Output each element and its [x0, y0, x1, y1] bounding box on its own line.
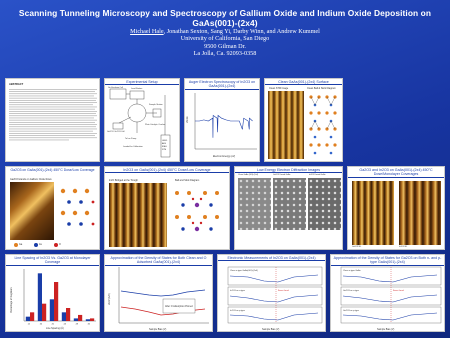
leed-ga2o3-image: [273, 178, 306, 230]
ga2o3-ml-stm-image: [352, 181, 394, 245]
clean-stm-image: [268, 91, 304, 159]
dos-clean-title: Approximation of the Density of States for Both Clean and O Adsorbed GaAs(001)-(2x4): [105, 255, 212, 266]
line-spacing-chart: [6, 265, 100, 332]
setup-label-load-station: Load Station: [131, 88, 143, 90]
leed-in2o3-label: In2O3 Dosed GaAs: [309, 174, 326, 176]
electronic-chart: [218, 265, 326, 332]
dos-clean-curve: [121, 290, 205, 296]
ga2o3-low-stm-image: [10, 182, 54, 240]
electronic-panel: [217, 254, 326, 332]
dos-ga2o3-panel: [330, 254, 445, 332]
line-spacing-panel: [5, 254, 100, 332]
leed-in2o3-image: [308, 178, 341, 230]
city: La Jolla, Ca. 92093-0358: [193, 50, 257, 58]
ga2o3-low-title: Ga2O3 on GaAs(001)-(2x4) 450°C Dose/Low Coverage: [10, 168, 95, 172]
spacing-x-label: Line Spacing (Å): [46, 327, 64, 330]
spacing-bar: [50, 299, 54, 321]
ga2o3-low-model: [57, 183, 97, 239]
leed-clean-label: Clean GaAs (001)-(2x4): [238, 174, 259, 176]
electronic-label-fermi: Fermi Level: [278, 290, 289, 292]
setup-label-cracker: Plate Catalytic Cracker: [145, 124, 166, 126]
spacing-tick-label: 32: [87, 323, 91, 326]
auger-y-label: dN/dE: [186, 116, 189, 123]
setup-label-oxide-cell: Ga2O3 / In2O3 Cell: [107, 131, 125, 133]
in2o3-ml-label: In2O3 ML: [399, 246, 408, 248]
auger-chart: [185, 89, 260, 162]
dos-clean-panel: [104, 254, 213, 332]
spacing-y-label: Percentage of Registers: [10, 287, 13, 313]
poster-authors: [0, 28, 450, 58]
spacing-bar: [78, 315, 82, 321]
ga2o3-low-caption: Ga2O3 Islands on Gallium Oxide Rows: [10, 178, 52, 181]
leed-title: Low Energy Electron Diffraction Images: [235, 167, 342, 173]
spacing-bar: [86, 319, 90, 321]
ga2o3-low-panel: [5, 166, 100, 250]
spacing-bar: [74, 318, 78, 321]
abstract-heading: ABSTRACT: [9, 83, 24, 86]
spacing-bar: [90, 318, 94, 321]
dos-annotation-text: After O Adsorption Pinned: [165, 305, 193, 308]
spacing-tick-label: 12: [27, 323, 31, 326]
setup-label-aes: AES: [162, 143, 167, 145]
in2o3-ball-stick-label: Ball and Stick Diagram: [175, 179, 200, 182]
dos2-x-label: Sample Bias (V): [377, 328, 395, 331]
dos-clean-x-label: Sample Bias (V): [149, 328, 167, 331]
spacing-tick-label: 20: [51, 323, 55, 326]
spacing-tick-label: 28: [75, 323, 79, 326]
in2o3-low-model: [171, 185, 227, 245]
ga2o3-ml-label: Ga2O3 ML: [352, 246, 362, 248]
abstract-text-lines: [9, 88, 98, 160]
electronic-label-n: In2O3 on n-type: [230, 290, 245, 292]
spacing-bar: [54, 282, 58, 321]
co-authors: , Jonathan Sexton, Sang Yi, Darby Winn, and Andrew Kummel: [163, 28, 320, 35]
address: 9500 Gilman Dr.: [204, 42, 246, 50]
leed-clean-image: [238, 178, 271, 230]
monolayer-title: Ga2O3 and In2O3 on GaAs(001)-(2x4) 450°C Dose/Monolayer Coverages: [348, 167, 444, 178]
spacing-bar: [62, 312, 66, 321]
monolayer-panel: [347, 166, 445, 250]
in2o3-ml-stm-image: [399, 181, 441, 245]
spacing-bar: [42, 304, 46, 321]
affiliation: University of California, San Diego: [180, 35, 270, 43]
electronic-title: Electronic Measurements of In2O3 on GaAs(001)-(2x4): [218, 255, 325, 261]
dos2-label-p: Ga2O3 on p-type: [343, 310, 359, 312]
electronic-label-clean: Clean n-type GaAs(001)-(2x4): [230, 270, 258, 272]
dos2-label-clean: Clean n-type GaAs: [343, 270, 361, 272]
electronic-label-p: In2O3 on p-type: [230, 310, 245, 312]
setup-label-sample-station: Sample Station: [149, 104, 163, 106]
auger-spectrum-line: [195, 115, 253, 137]
legend-as-marker: [34, 243, 38, 247]
spacing-bar: [30, 312, 34, 321]
setup-label-leed: LEED: [162, 140, 168, 142]
legend-o-marker: [54, 243, 58, 247]
spacing-tick-label: 16: [39, 323, 43, 326]
abstract-panel: [5, 78, 100, 162]
leed-panel: [234, 166, 343, 250]
in2o3-low-stm-image: [109, 183, 167, 247]
legend-as-label: As: [39, 243, 42, 246]
clean-ball-stick-label: Clean Ball & Stick Diagram: [307, 87, 336, 90]
setup-label-iras: IRAS: [162, 146, 167, 148]
clean-stm-label: Clean STM Image: [269, 87, 289, 90]
leed-ga2o3-label: Ga2O3 Dosed GaAs: [273, 174, 291, 176]
dos2-label-fermi: Fermi Level: [393, 290, 404, 292]
auger-x-label: Electron Energy (eV): [213, 155, 236, 158]
dos-clean-y-label: dI/dV (A/V): [108, 293, 111, 305]
dos-ga2o3-chart: [331, 265, 445, 332]
setup-label-ion-pump: To Ion Pump: [125, 138, 137, 140]
experimental-setup-title: Experimental Setup: [105, 79, 179, 85]
legend-o-label: O: [59, 243, 61, 246]
setup-label-stm: STM: [162, 149, 167, 151]
poster-title: Scanning Tunneling Microscopy and Spectroscopy of Gallium Oxide and Indium Oxide Deposition on GaAs(001)-(2x4): [18, 8, 432, 28]
spacing-tick-label: 24: [63, 323, 67, 326]
legend-ga-marker: [14, 243, 18, 247]
spacing-bar: [66, 308, 70, 321]
clean-surface-title: Clean GaAs(001)-(2x4) Surface: [265, 79, 342, 85]
auger-title: Auger Electron Spectroscopy of In2O3 on GaAs(001)-(2x4): [185, 79, 259, 90]
auger-panel: [184, 78, 260, 162]
spacing-bar: [38, 273, 42, 321]
legend-ga-label: Ga: [19, 243, 23, 246]
clean-surface-panel: [264, 78, 343, 162]
dos-ga2o3-title: Approximation of the Density of States for Ga2O3 on Both n- and p-type GaAs(001)-(2x4): [331, 255, 444, 266]
setup-label-ga-cell: Ga Knudsen Cell: [108, 87, 124, 89]
presenting-author: Michael Hale: [130, 28, 164, 35]
dos-clean-chart: [105, 265, 213, 332]
electronic-x-label: Sample Bias (V): [262, 328, 280, 331]
setup-label-calibration: Loaded for Calibration: [123, 146, 143, 148]
spacing-bar: [26, 317, 30, 321]
chamber-diagram: [105, 85, 180, 162]
in2o3-stm-label: In2O Bridged at the Trough: [109, 179, 138, 182]
in2o3-low-panel: [104, 166, 230, 250]
clean-ball-stick-diagram: [306, 91, 342, 159]
in2o3-low-title: In2O3 on GaAs(001)-(2x4) 450°C Dose/Low Coverage: [105, 167, 229, 173]
experimental-setup-panel: [104, 78, 180, 162]
dos2-label-n: Ga2O3 on n-type: [343, 290, 359, 292]
abstract-body: [9, 88, 96, 162]
line-spacing-title: Line Spacing of In2O3 Vs. Ga2O3 at Monolayer Coverage: [6, 255, 99, 266]
